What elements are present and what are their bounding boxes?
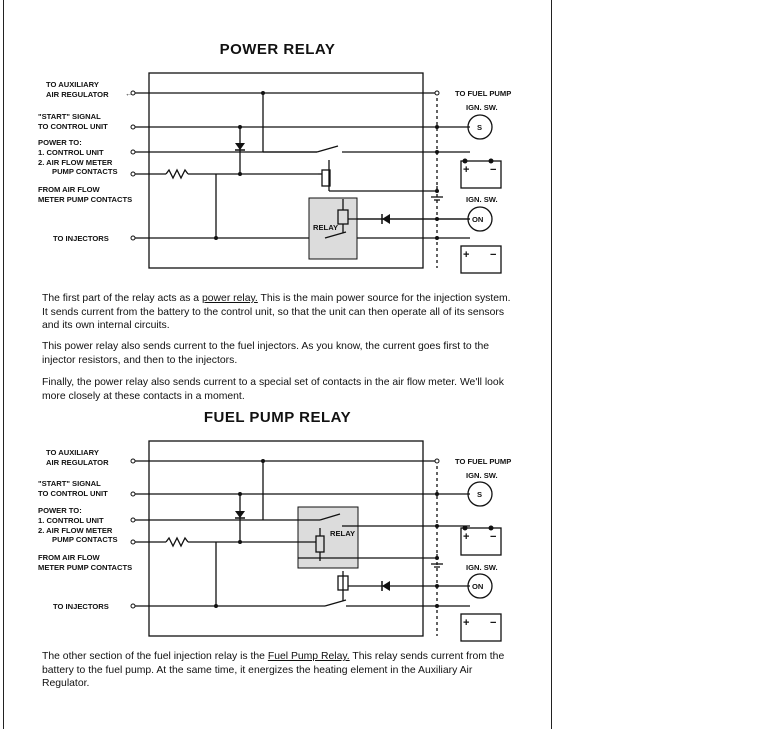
power-relay-paragraph-1: The first part of the relay acts as a power relay. This is the main power source for the injection system. It sends current from the battery to the control unit, so that the unit can then operate all of its sensors and its own internal circuits. (42, 293, 511, 331)
label-relay: RELAY (313, 223, 339, 232)
power-relay-paragraph-3: Finally, the power relay also sends current to a special set of contacts in the air flow meter. We'll look more closely at these contacts in a moment. (42, 377, 504, 402)
label-from-air-flow: FROM AIR FLOW (38, 185, 100, 194)
label-to-auxiliary: TO AUXILIARY (46, 80, 99, 89)
label-air-flow-meter: 2. AIR FLOW METER (38, 158, 113, 167)
label-ign-sw-1: IGN. SW. (466, 471, 498, 480)
switch-on-icon: ON (472, 215, 484, 224)
label-relay: RELAY (330, 529, 356, 538)
fuel-pump-relay-title: FUEL PUMP RELAY (203, 409, 352, 426)
label-to-fuel-pump: TO FUEL PUMP (455, 89, 512, 98)
label-to-fuel-pump: TO FUEL PUMP (455, 457, 512, 466)
label-start-signal: "START" SIGNAL (38, 112, 101, 121)
label-ign-sw-2: IGN. SW. (466, 563, 498, 572)
label-air-regulator: AIR REGULATOR (46, 458, 109, 467)
diode-icon (382, 214, 390, 224)
label-to-injectors: TO INJECTORS (53, 602, 109, 611)
label-to-auxiliary: TO AUXILIARY (46, 448, 99, 457)
switch-s-icon: S (477, 123, 483, 132)
label-control-unit: 1. CONTROL UNIT (38, 516, 104, 525)
battery-plus-icon: + (463, 617, 470, 629)
label-pump-contacts: PUMP CONTACTS (52, 167, 118, 176)
label-ign-sw-1: IGN. SW. (466, 103, 498, 112)
label-power-to: POWER TO: (38, 506, 82, 515)
battery-plus-icon: + (463, 249, 470, 261)
power-relay-title: POWER RELAY (219, 41, 336, 58)
arrow-left: ← (125, 89, 133, 98)
battery-minus-icon: − (490, 249, 497, 261)
power-relay-paragraph-2: This power relay also sends current to the fuel injectors. As you know, the current goes first to the injector resistors, and then to the injectors. (42, 341, 490, 366)
label-to-injectors: TO INJECTORS (53, 234, 109, 243)
switch-s-icon: S (477, 490, 483, 499)
label-ign-sw-2: IGN. SW. (466, 195, 498, 204)
relay-housing (149, 73, 423, 268)
battery-minus-icon: − (490, 531, 497, 543)
fuel-pump-relay-paragraph: The other section of the fuel injection relay is the Fuel Pump Relay. This relay sends current from the battery to the fuel pump. At the same time, it energizes the heating element in the Auxiliary Air Regulator. (42, 651, 505, 689)
label-to-control-unit: TO CONTROL UNIT (38, 489, 108, 498)
fuel-pump-relay-diagram (0, 436, 555, 651)
label-pump-contacts: PUMP CONTACTS (52, 535, 118, 544)
switch-on-icon: ON (472, 582, 484, 591)
power-relay-diagram (0, 68, 555, 283)
label-air-regulator: AIR REGULATOR (46, 90, 109, 99)
diode-icon (235, 143, 245, 150)
label-meter-pump-contacts: METER PUMP CONTACTS (38, 195, 133, 204)
label-meter-pump-contacts: METER PUMP CONTACTS (38, 563, 133, 572)
battery-minus-icon: − (490, 164, 497, 176)
diode-icon (235, 511, 245, 518)
battery-plus-icon: + (463, 164, 470, 176)
label-control-unit: 1. CONTROL UNIT (38, 148, 104, 157)
battery-plus-icon: + (463, 531, 470, 543)
label-air-flow-meter: 2. AIR FLOW METER (38, 526, 113, 535)
label-to-control-unit: TO CONTROL UNIT (38, 122, 108, 131)
diode-icon (382, 581, 390, 591)
label-start-signal: "START" SIGNAL (38, 479, 101, 488)
label-from-air-flow: FROM AIR FLOW (38, 553, 100, 562)
label-power-to: POWER TO: (38, 138, 82, 147)
battery-minus-icon: − (490, 617, 497, 629)
